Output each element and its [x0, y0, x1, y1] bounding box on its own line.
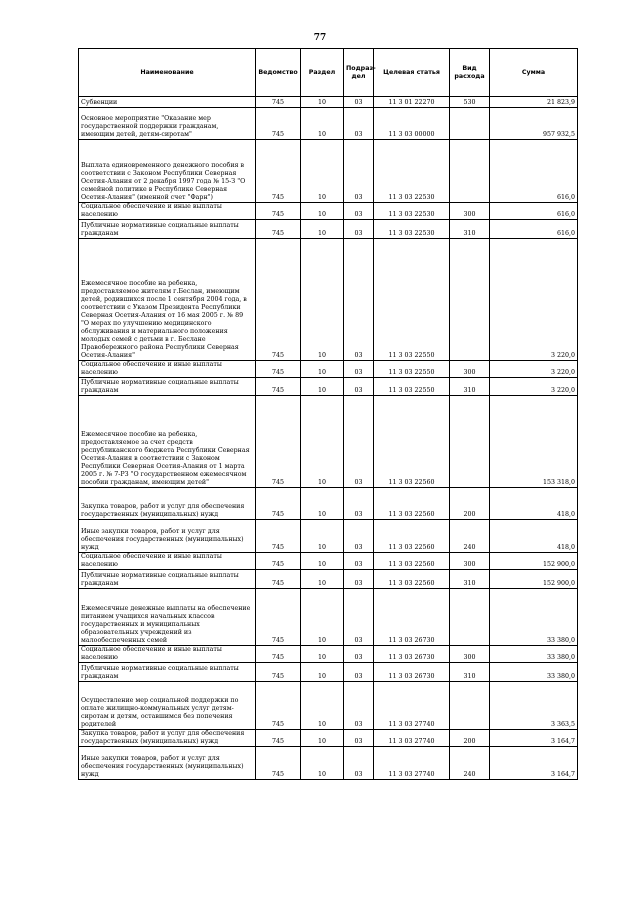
cell-section: 10 — [301, 520, 344, 553]
table-row — [79, 203, 578, 220]
cell-department: 745 — [256, 97, 301, 108]
column-header-department: Ведомство — [256, 49, 301, 97]
cell-sum: 3 220,0 — [490, 361, 578, 378]
cell-target-article: 11 3 03 27740 — [374, 730, 450, 747]
cell-name: Социальное обеспечение и иные выплаты населению — [79, 361, 256, 378]
cell-target-article: 11 3 03 22550 — [374, 239, 450, 361]
table-row — [79, 488, 578, 520]
cell-sum: 616,0 — [490, 203, 578, 220]
cell-name: Социальное обеспечение и иные выплаты населению — [79, 203, 256, 220]
cell-expense-kind: 300 — [450, 203, 490, 220]
cell-department: 745 — [256, 682, 301, 730]
cell-section: 10 — [301, 730, 344, 747]
cell-target-article: 11 3 03 27740 — [374, 747, 450, 780]
cell-sum: 616,0 — [490, 220, 578, 239]
cell-sum: 3 164,7 — [490, 747, 578, 780]
cell-expense-kind: 300 — [450, 361, 490, 378]
cell-department: 745 — [256, 663, 301, 682]
cell-expense-kind — [450, 140, 490, 203]
cell-subsection: 03 — [344, 361, 374, 378]
table-row — [79, 239, 578, 361]
cell-subsection: 03 — [344, 747, 374, 780]
table-row — [79, 396, 578, 488]
table-row — [79, 520, 578, 553]
cell-expense-kind: 300 — [450, 646, 490, 663]
cell-department: 745 — [256, 203, 301, 220]
cell-target-article: 11 3 03 22560 — [374, 520, 450, 553]
table-row — [79, 646, 578, 663]
cell-subsection: 03 — [344, 488, 374, 520]
cell-expense-kind — [450, 239, 490, 361]
cell-expense-kind: 530 — [450, 97, 490, 108]
cell-department: 745 — [256, 520, 301, 553]
cell-department: 745 — [256, 570, 301, 589]
cell-sum: 418,0 — [490, 488, 578, 520]
column-header-name: Наименование — [79, 49, 256, 97]
cell-name: Публичные нормативные социальные выплаты гражданам — [79, 663, 256, 682]
cell-subsection: 03 — [344, 378, 374, 396]
column-header-target-article: Целевая статья — [374, 49, 450, 97]
cell-name: Ежемесячное пособие на ребенка, предоставляемое жителям г.Беслан, имеющим детей, родившихся после 1 сентября 2004 года, в соответствии с Указом Президента Республики Северная Осетия-Алания от 16 мая 2005 г. № 89 "О мерах по улучшению медицинского обслуживания и материального положения молодых семей с детьми в г. Беслане Правобережного района Республики Северная Осетия-Алания" — [79, 239, 256, 361]
cell-subsection: 03 — [344, 646, 374, 663]
cell-subsection: 03 — [344, 396, 374, 488]
cell-name: Закупка товаров, работ и услуг для обеспечения государственных (муниципальных) нужд — [79, 730, 256, 747]
cell-department: 745 — [256, 140, 301, 203]
table-row — [79, 589, 578, 646]
cell-section: 10 — [301, 220, 344, 239]
cell-expense-kind: 240 — [450, 747, 490, 780]
cell-subsection: 03 — [344, 570, 374, 589]
column-header-section: Раздел — [301, 49, 344, 97]
table-header-row — [79, 49, 578, 97]
cell-subsection: 03 — [344, 730, 374, 747]
column-header-sum: Сумма — [490, 49, 578, 97]
cell-target-article: 11 3 01 22270 — [374, 97, 450, 108]
cell-name: Осуществление мер социальной поддержки по оплате жилищно-коммунальных услуг детям-сиротам и детям, оставшимся без попечения родителей — [79, 682, 256, 730]
table-row — [79, 220, 578, 239]
cell-section: 10 — [301, 553, 344, 570]
column-header-expense-kind: Вид расхода — [450, 49, 490, 97]
cell-sum: 152 900,0 — [490, 570, 578, 589]
cell-section: 10 — [301, 570, 344, 589]
cell-sum: 21 823,9 — [490, 97, 578, 108]
cell-name: Публичные нормативные социальные выплаты гражданам — [79, 378, 256, 396]
cell-subsection: 03 — [344, 97, 374, 108]
cell-department: 745 — [256, 239, 301, 361]
cell-section: 10 — [301, 663, 344, 682]
cell-subsection: 03 — [344, 239, 374, 361]
cell-section: 10 — [301, 747, 344, 780]
cell-expense-kind — [450, 396, 490, 488]
cell-sum: 3 220,0 — [490, 378, 578, 396]
cell-department: 745 — [256, 396, 301, 488]
cell-section: 10 — [301, 140, 344, 203]
page-number: 77 — [313, 33, 327, 43]
cell-section: 10 — [301, 97, 344, 108]
cell-target-article: 11 3 03 26730 — [374, 646, 450, 663]
cell-expense-kind: 300 — [450, 553, 490, 570]
cell-target-article: 11 3 03 22530 — [374, 140, 450, 203]
cell-name: Социальное обеспечение и иные выплаты населению — [79, 646, 256, 663]
cell-target-article: 11 3 03 26730 — [374, 589, 450, 646]
cell-department: 745 — [256, 589, 301, 646]
cell-department: 745 — [256, 361, 301, 378]
cell-name: Ежемесячные денежные выплаты на обеспечение питанием учащихся начальных классов государственных и муниципальных образовательных учреждений из малообеспеченных семей — [79, 589, 256, 646]
cell-sum: 152 900,0 — [490, 553, 578, 570]
cell-name: Иные закупки товаров, работ и услуг для обеспечения государственных (муниципальных) нужд — [79, 520, 256, 553]
cell-name: Публичные нормативные социальные выплаты гражданам — [79, 570, 256, 589]
cell-sum: 3 363,5 — [490, 682, 578, 730]
cell-sum: 33 380,0 — [490, 589, 578, 646]
cell-target-article: 11 3 03 22530 — [374, 203, 450, 220]
cell-target-article: 11 3 03 22560 — [374, 488, 450, 520]
column-header-subsection: Подраз-дел — [344, 49, 374, 97]
cell-expense-kind: 200 — [450, 488, 490, 520]
cell-subsection: 03 — [344, 520, 374, 553]
table-row — [79, 730, 578, 747]
cell-sum: 957 932,5 — [490, 108, 578, 140]
cell-target-article: 11 3 03 26730 — [374, 663, 450, 682]
budget-table — [78, 48, 578, 780]
cell-expense-kind — [450, 589, 490, 646]
cell-target-article: 11 3 03 22560 — [374, 570, 450, 589]
cell-name: Социальное обеспечение и иные выплаты населению — [79, 553, 256, 570]
cell-expense-kind: 310 — [450, 378, 490, 396]
cell-target-article: 11 3 03 22550 — [374, 361, 450, 378]
cell-subsection: 03 — [344, 108, 374, 140]
table-row — [79, 747, 578, 780]
cell-expense-kind — [450, 682, 490, 730]
cell-target-article: 11 3 03 22550 — [374, 378, 450, 396]
cell-department: 745 — [256, 378, 301, 396]
cell-name: Закупка товаров, работ и услуг для обеспечения государственных (муниципальных) нужд — [79, 488, 256, 520]
cell-sum: 3 164,7 — [490, 730, 578, 747]
cell-section: 10 — [301, 203, 344, 220]
cell-target-article: 11 3 03 27740 — [374, 682, 450, 730]
cell-subsection: 03 — [344, 203, 374, 220]
cell-section: 10 — [301, 361, 344, 378]
cell-sum: 33 380,0 — [490, 646, 578, 663]
cell-subsection: 03 — [344, 140, 374, 203]
cell-section: 10 — [301, 239, 344, 361]
cell-target-article: 11 3 03 22560 — [374, 396, 450, 488]
cell-expense-kind — [450, 108, 490, 140]
cell-sum: 3 220,0 — [490, 239, 578, 361]
table-row — [79, 663, 578, 682]
cell-section: 10 — [301, 682, 344, 730]
table-row — [79, 570, 578, 589]
cell-section: 10 — [301, 108, 344, 140]
cell-subsection: 03 — [344, 682, 374, 730]
cell-subsection: 03 — [344, 663, 374, 682]
table-row — [79, 140, 578, 203]
table-row — [79, 108, 578, 140]
cell-name: Субвенции — [79, 97, 256, 108]
cell-department: 745 — [256, 108, 301, 140]
cell-section: 10 — [301, 488, 344, 520]
table-row — [79, 361, 578, 378]
table-row — [79, 378, 578, 396]
cell-department: 745 — [256, 646, 301, 663]
cell-sum: 33 380,0 — [490, 663, 578, 682]
cell-section: 10 — [301, 589, 344, 646]
cell-name: Выплата единовременного денежного пособия в соответствии с Законом Республики Северная Осетия-Алания от 2 декабря 1997 года № 15-З "О семейной политике в Республике Северная Осетия-Алания" (именной счет "Фарн") — [79, 140, 256, 203]
cell-sum: 153 318,0 — [490, 396, 578, 488]
cell-expense-kind: 200 — [450, 730, 490, 747]
cell-expense-kind: 310 — [450, 663, 490, 682]
table-row — [79, 97, 578, 108]
cell-name: Публичные нормативные социальные выплаты гражданам — [79, 220, 256, 239]
cell-subsection: 03 — [344, 589, 374, 646]
cell-subsection: 03 — [344, 220, 374, 239]
cell-expense-kind: 240 — [450, 520, 490, 553]
cell-section: 10 — [301, 396, 344, 488]
cell-target-article: 11 3 03 22560 — [374, 553, 450, 570]
cell-sum: 418,0 — [490, 520, 578, 553]
cell-target-article: 11 3 03 00000 — [374, 108, 450, 140]
table-row — [79, 682, 578, 730]
cell-expense-kind: 310 — [450, 570, 490, 589]
table-row — [79, 553, 578, 570]
cell-target-article: 11 3 03 22530 — [374, 220, 450, 239]
cell-name: Основное мероприятие "Оказание мер государственной поддержки гражданам, имеющим детей, детям-сиротам" — [79, 108, 256, 140]
cell-name: Иные закупки товаров, работ и услуг для обеспечения государственных (муниципальных) нужд — [79, 747, 256, 780]
cell-department: 745 — [256, 553, 301, 570]
cell-sum: 616,0 — [490, 140, 578, 203]
cell-subsection: 03 — [344, 553, 374, 570]
cell-department: 745 — [256, 488, 301, 520]
cell-section: 10 — [301, 646, 344, 663]
cell-name: Ежемесячное пособие на ребенка, предоставляемое за счет средств республиканского бюджета Республики Северная Осетия-Алания в соответствии с Законом Республики Северная Осетия-Алания от 1 марта 2005 г. № 7-РЗ "О государственном ежемесячном пособии гражданам, имеющим детей" — [79, 396, 256, 488]
cell-department: 745 — [256, 730, 301, 747]
cell-section: 10 — [301, 378, 344, 396]
cell-department: 745 — [256, 747, 301, 780]
cell-expense-kind: 310 — [450, 220, 490, 239]
cell-department: 745 — [256, 220, 301, 239]
